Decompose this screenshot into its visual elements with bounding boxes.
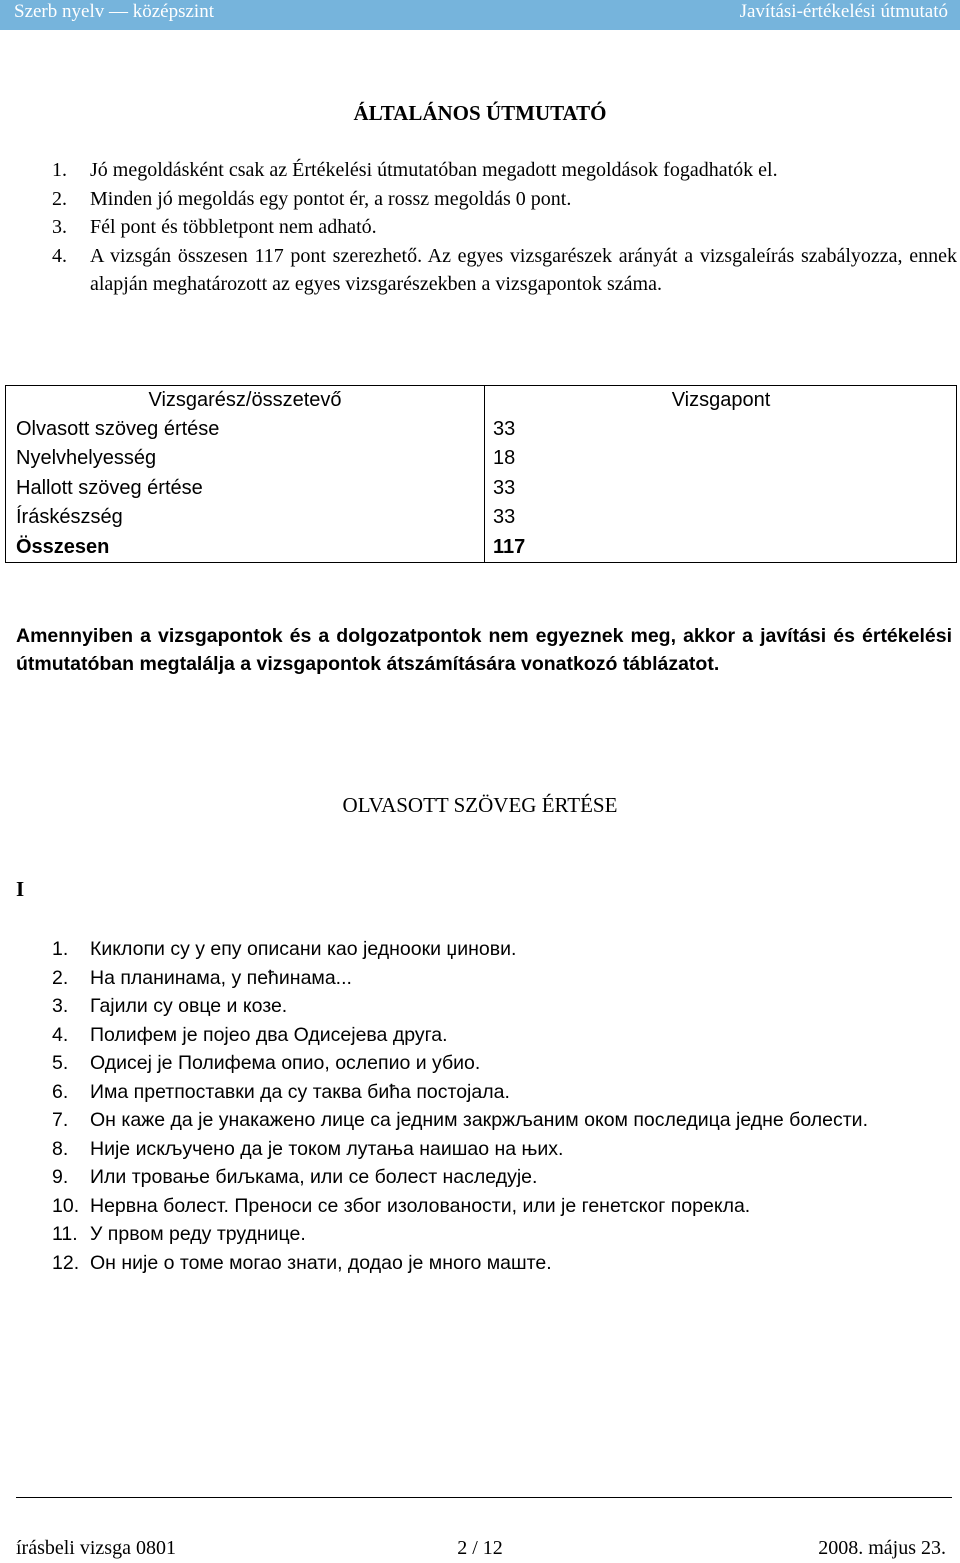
- rule-number: 1.: [52, 159, 67, 181]
- answer-number: 9.: [52, 1166, 69, 1188]
- answer-text: На планинама, у пећинама...: [90, 966, 352, 989]
- answer-item: [52, 1021, 957, 1050]
- answer-text: Киклопи су у епу описани као једнооки џинови.: [90, 938, 517, 960]
- points-table: [5, 385, 957, 563]
- answer-item: [52, 935, 957, 964]
- table-total-points: 117: [493, 536, 526, 558]
- answer-text: Он каже да је унакажено лице са једним закржљаним оком последица једне болести.: [90, 1109, 868, 1131]
- answer-item: [52, 1135, 957, 1164]
- footer-date: 2008. május 23.: [818, 1537, 946, 1559]
- rule-number: 3.: [52, 216, 67, 238]
- rule-text: Fél pont és többletpont nem adható.: [90, 216, 377, 238]
- answer-text: Гајили су овце и козе.: [90, 995, 288, 1017]
- answer-item: [52, 1163, 957, 1192]
- answer-number: 3.: [52, 995, 69, 1017]
- answer-number: 1.: [52, 938, 69, 960]
- reading-section-title: OLVASOTT SZÖVEG ÉRTÉSE: [342, 793, 618, 817]
- answer-number: 7.: [52, 1109, 69, 1131]
- rule-number: 2.: [52, 187, 67, 210]
- table-cell-part: Nyelvhelyesség: [16, 447, 157, 469]
- answer-item: [52, 1106, 957, 1135]
- table-cell-part: Olvasott szöveg értése: [16, 418, 220, 440]
- answer-number: 8.: [52, 1137, 69, 1160]
- rule-text: Jó megoldásként csak az Értékelési útmutatóban megadott megoldások fogadhatók el.: [90, 159, 778, 181]
- footer-divider: [16, 1497, 952, 1498]
- footer-page-number: 2 / 12: [457, 1537, 503, 1559]
- table-header-points: Vizsgapont: [671, 389, 771, 411]
- answer-text: Одисеј је Полифема опио, ослепио и убио.: [90, 1052, 481, 1074]
- answer-number: 11.: [52, 1223, 78, 1245]
- header-document-type: Javítási-értékelési útmutató: [739, 1, 948, 22]
- answer-number: 6.: [52, 1080, 69, 1103]
- answers-list: [52, 935, 957, 1277]
- answer-text: Он није о томе могао знати, додао је много маште.: [90, 1251, 552, 1274]
- answer-number: 10.: [52, 1194, 80, 1217]
- answer-number: 12.: [52, 1251, 80, 1274]
- table-header-part: Vizsgarész/összetevő: [148, 389, 342, 411]
- rule-item: [52, 213, 957, 242]
- answer-number: 2.: [52, 966, 69, 989]
- conversion-note: Amennyiben a vizsgapontok és a dolgozatpontok nem egyeznek meg, akkor a javítási és értékelési útmutatóban megtalálja a vizsgapontok átszámítására vonatkozó táblázatot.: [16, 625, 952, 675]
- section-label: I: [16, 877, 25, 901]
- answer-number: 5.: [52, 1052, 69, 1074]
- answer-text: Или тровање биљкама, или се болест наследује.: [90, 1166, 538, 1188]
- table-cell-part: Hallott szöveg értése: [16, 477, 203, 499]
- answer-item: [52, 1049, 957, 1078]
- answer-text: Није искључено да је током лутања наишао на њих.: [90, 1137, 564, 1160]
- table-cell-points: 33: [493, 506, 516, 528]
- general-guide-title: ÁLTALÁNOS ÚTMUTATÓ: [353, 101, 607, 125]
- table-cell-points: 33: [493, 418, 516, 440]
- rule-item: [52, 242, 957, 299]
- answer-text: Има претпоставки да су таква бића постојала.: [90, 1080, 510, 1103]
- rule-text: Minden jó megoldás egy pontot ér, a rossz megoldás 0 pont.: [90, 187, 572, 210]
- rule-item: [52, 185, 957, 214]
- answer-item: [52, 1249, 957, 1278]
- answer-text: У првом реду труднице.: [90, 1223, 306, 1245]
- answer-item: [52, 964, 957, 993]
- answer-item: [52, 992, 957, 1021]
- rule-item: [52, 156, 957, 185]
- answer-text: Нервна болест. Преноси се због изолованости, или је генетског порекла.: [90, 1194, 751, 1217]
- table-total-label: Összesen: [16, 536, 110, 558]
- page-header: [0, 0, 960, 30]
- rule-number: 4.: [52, 244, 67, 267]
- footer-exam-code: írásbeli vizsga 0801: [16, 1537, 176, 1559]
- answer-item: [52, 1192, 957, 1221]
- answer-item: [52, 1078, 957, 1107]
- general-rules-list: [52, 156, 957, 299]
- table-cell-points: 33: [493, 477, 516, 499]
- answer-number: 4.: [52, 1023, 69, 1046]
- answer-item: [52, 1220, 957, 1249]
- rule-text: A vizsgán összesen 117 pont szerezhető. Az egyes vizsgarészek arányát a vizsgaleírás szabályozza, ennek alapján meghatározott az egyes vizsgarészekben a vizsgapontok száma.: [90, 244, 957, 295]
- table-cell-part: Íráskészség: [16, 506, 123, 528]
- answer-text: Полифем је појео два Одисејева друга.: [90, 1023, 448, 1046]
- header-subject: Szerb nyelv — középszint: [14, 1, 214, 22]
- table-cell-points: 18: [493, 447, 516, 469]
